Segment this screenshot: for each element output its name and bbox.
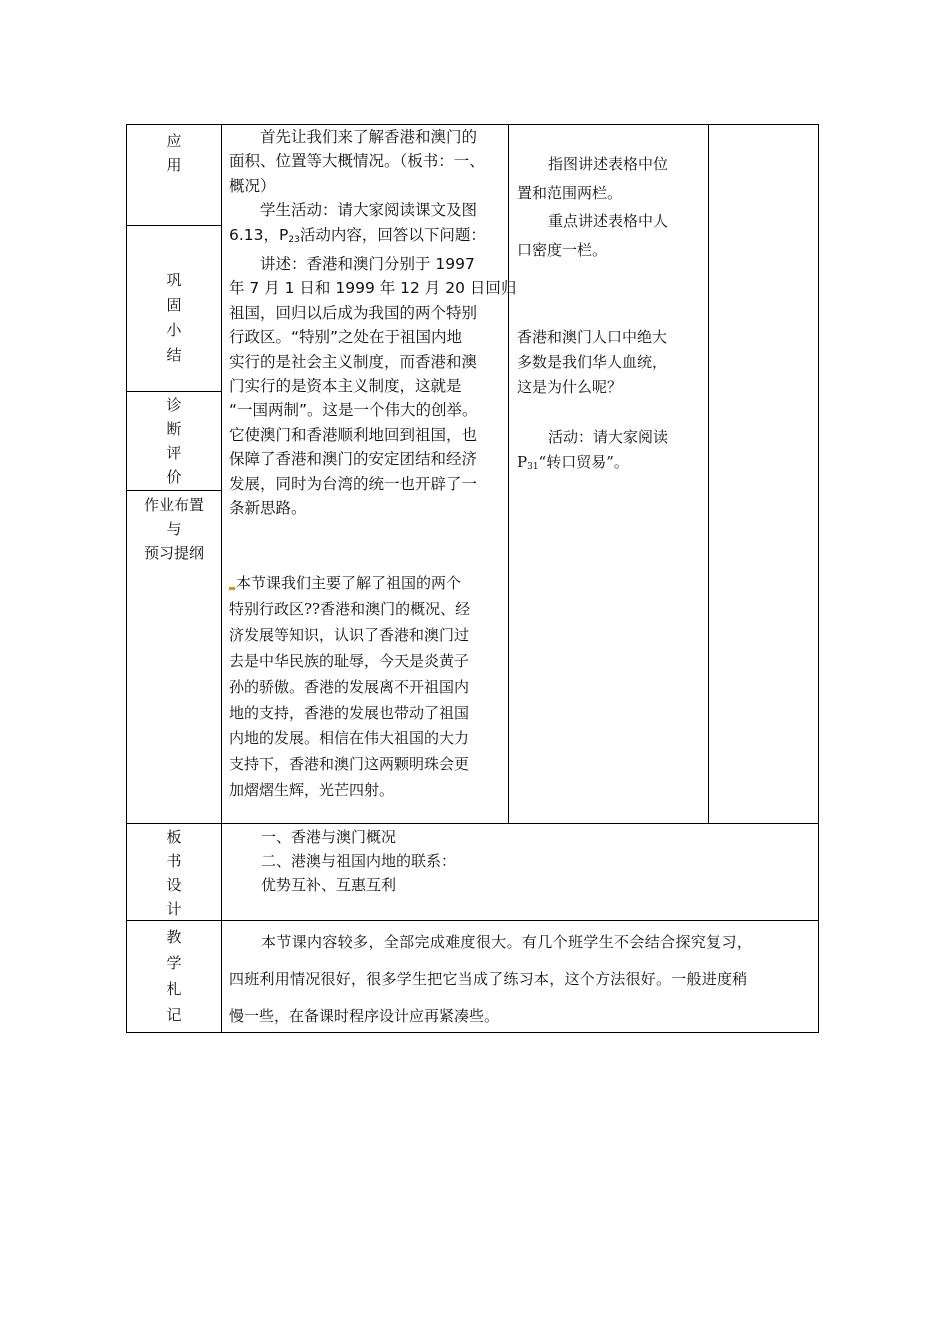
teacher-line-part: 活动内容，回答以下问题：: [299, 225, 486, 244]
summary-line: 地的支持，香港的发展也带动了祖国: [229, 703, 470, 722]
label-diagnose: [126, 393, 222, 489]
question-line: 这是为什么呢？: [517, 378, 623, 396]
lesson-summary: [229, 571, 470, 804]
label-homework-line: 与: [166, 520, 182, 538]
teacher-line: 首先让我们来了解香港和澳门的: [260, 128, 478, 146]
teacher-line: 概况）: [229, 176, 276, 195]
teacher-line: 学生活动：请大家阅读课文及图: [260, 201, 478, 220]
question-line: 香港和澳门人口中绝大: [517, 328, 668, 346]
notes-line: 本节课内容较多，全部完成难度很大。有几个班学生不会结合探究复习，: [261, 933, 753, 951]
student-line: 重点讲述表格中人: [548, 212, 669, 230]
teacher-line: “一国两制”。这是一个伟大的创举。: [229, 401, 478, 420]
teacher-line: 保障了香港和澳门的安定团结和经济: [229, 450, 478, 469]
teacher-line: 发展，同时为台湾的统一也开辟了一: [229, 474, 478, 493]
summary-line: 内地的发展。相信在伟大祖国的大力: [229, 729, 470, 748]
activity-page-subscript: 31: [527, 462, 539, 472]
teaching-notes: [229, 924, 752, 1035]
table-border-right: [818, 124, 819, 1033]
label-apply-char: 应: [166, 132, 182, 150]
label-notes: [126, 924, 222, 1028]
board-line: 优势互补、互惠互利: [261, 876, 397, 894]
label-notes-char: 学: [166, 954, 182, 972]
question-line: 多数是我们华人血统，: [517, 353, 668, 371]
label-diagnose-char: 价: [166, 468, 182, 486]
summary-line: [229, 571, 470, 597]
table-border-label-diagnose: [126, 490, 222, 491]
label-homework-line: 预习提纲: [143, 544, 204, 562]
student-line: 口密度一栏。: [517, 240, 608, 259]
teacher-line: 它使澳门和香港顺利地回到祖国，也: [229, 425, 478, 444]
teacher-line-subscript: 23: [288, 234, 300, 245]
activity-line: 活动：请大家阅读: [548, 428, 669, 446]
student-line: 指图讲述表格中位: [548, 155, 669, 173]
teacher-line: 行政区。“特别”之处在于祖国内地: [229, 328, 463, 347]
table-border-row-board: [126, 823, 819, 824]
activity-line-text: “转口贸易”。: [538, 453, 629, 471]
label-consolidate-char: 小: [166, 321, 182, 339]
teacher-line: 实行的是社会主义制度，而香港和澳: [229, 352, 478, 371]
teacher-line: 面积、位置等大概情况。（板书：一、: [229, 152, 485, 171]
student-question: [517, 325, 667, 400]
summary-line: 去是中华民族的耻辱，今天是炎黄子: [229, 651, 470, 670]
teacher-line: 祖国，回归以后成为我国的两个特别: [229, 303, 478, 322]
table-border-col4: [708, 124, 709, 824]
summary-line: 支持下，香港和澳门这两颗明珠会更: [229, 755, 470, 774]
student-line: 置和范围两栏。: [517, 183, 623, 202]
label-diagnose-char: 断: [166, 420, 182, 438]
activity-page-prefix: P: [517, 453, 528, 471]
summary-line: 特别行政区??香港和澳门的概况、经: [229, 599, 471, 618]
label-notes-char: 记: [166, 1006, 182, 1024]
summary-line: 孙的骄傲。香港的发展离不开祖国内: [229, 677, 470, 696]
label-diagnose-char: 诊: [166, 396, 182, 414]
anchor-mark-icon: [229, 587, 235, 590]
board-line: 二、港澳与祖国内地的联系：: [261, 852, 457, 870]
table-border-label-apply: [126, 225, 222, 226]
label-homework: [126, 493, 222, 565]
table-border-label-consolidate: [126, 391, 222, 392]
label-board-char: 板: [166, 828, 182, 846]
summary-line: 济发展等知识，认识了香港和澳门过: [229, 625, 470, 644]
teacher-line: 条新思路。: [229, 499, 307, 518]
label-notes-char: 札: [166, 980, 182, 998]
student-reading-activity: [517, 425, 668, 480]
teacher-line: 讲述：香港和澳门分别于 1997: [260, 255, 475, 274]
notes-line: 四班利用情况很好，很多学生把它当成了练习本，这个方法很好。一般进度稍: [229, 970, 748, 988]
teacher-line: 年 7 月 1 日和 1999 年 12 月 20 日回归: [229, 279, 517, 298]
notes-line: 慢一些，在备课时程序设计应再紧凑些。: [229, 1007, 500, 1025]
label-board-char: 计: [166, 900, 182, 918]
summary-line-text: 本节课我们主要了解了祖国的两个: [236, 574, 462, 592]
summary-line: 加熠熠生辉，光芒四射。: [229, 781, 395, 800]
table-border-row-notes: [126, 920, 819, 921]
student-activity: [517, 150, 668, 264]
label-consolidate-char: 结: [166, 346, 182, 364]
label-homework-line: 作业布置: [143, 496, 204, 514]
label-board: [126, 825, 222, 921]
label-board-char: 设: [166, 876, 182, 894]
label-board-char: 书: [166, 852, 182, 870]
board-line: 一、香港与澳门概况: [261, 828, 397, 846]
teacher-line: [229, 223, 516, 252]
label-apply: [126, 129, 222, 177]
teacher-line-part: 6.13，P: [229, 225, 289, 244]
label-consolidate-char: 巩: [166, 271, 182, 289]
teacher-line: 门实行的是资本主义制度，这就是: [229, 377, 462, 396]
label-consolidate-char: 固: [166, 296, 182, 314]
teacher-activity: [229, 125, 516, 521]
label-diagnose-char: 评: [166, 444, 182, 462]
label-notes-char: 教: [166, 928, 182, 946]
board-design: [261, 825, 456, 897]
label-apply-char: 用: [166, 156, 182, 174]
activity-line: [517, 450, 668, 480]
label-consolidate: [126, 268, 222, 368]
